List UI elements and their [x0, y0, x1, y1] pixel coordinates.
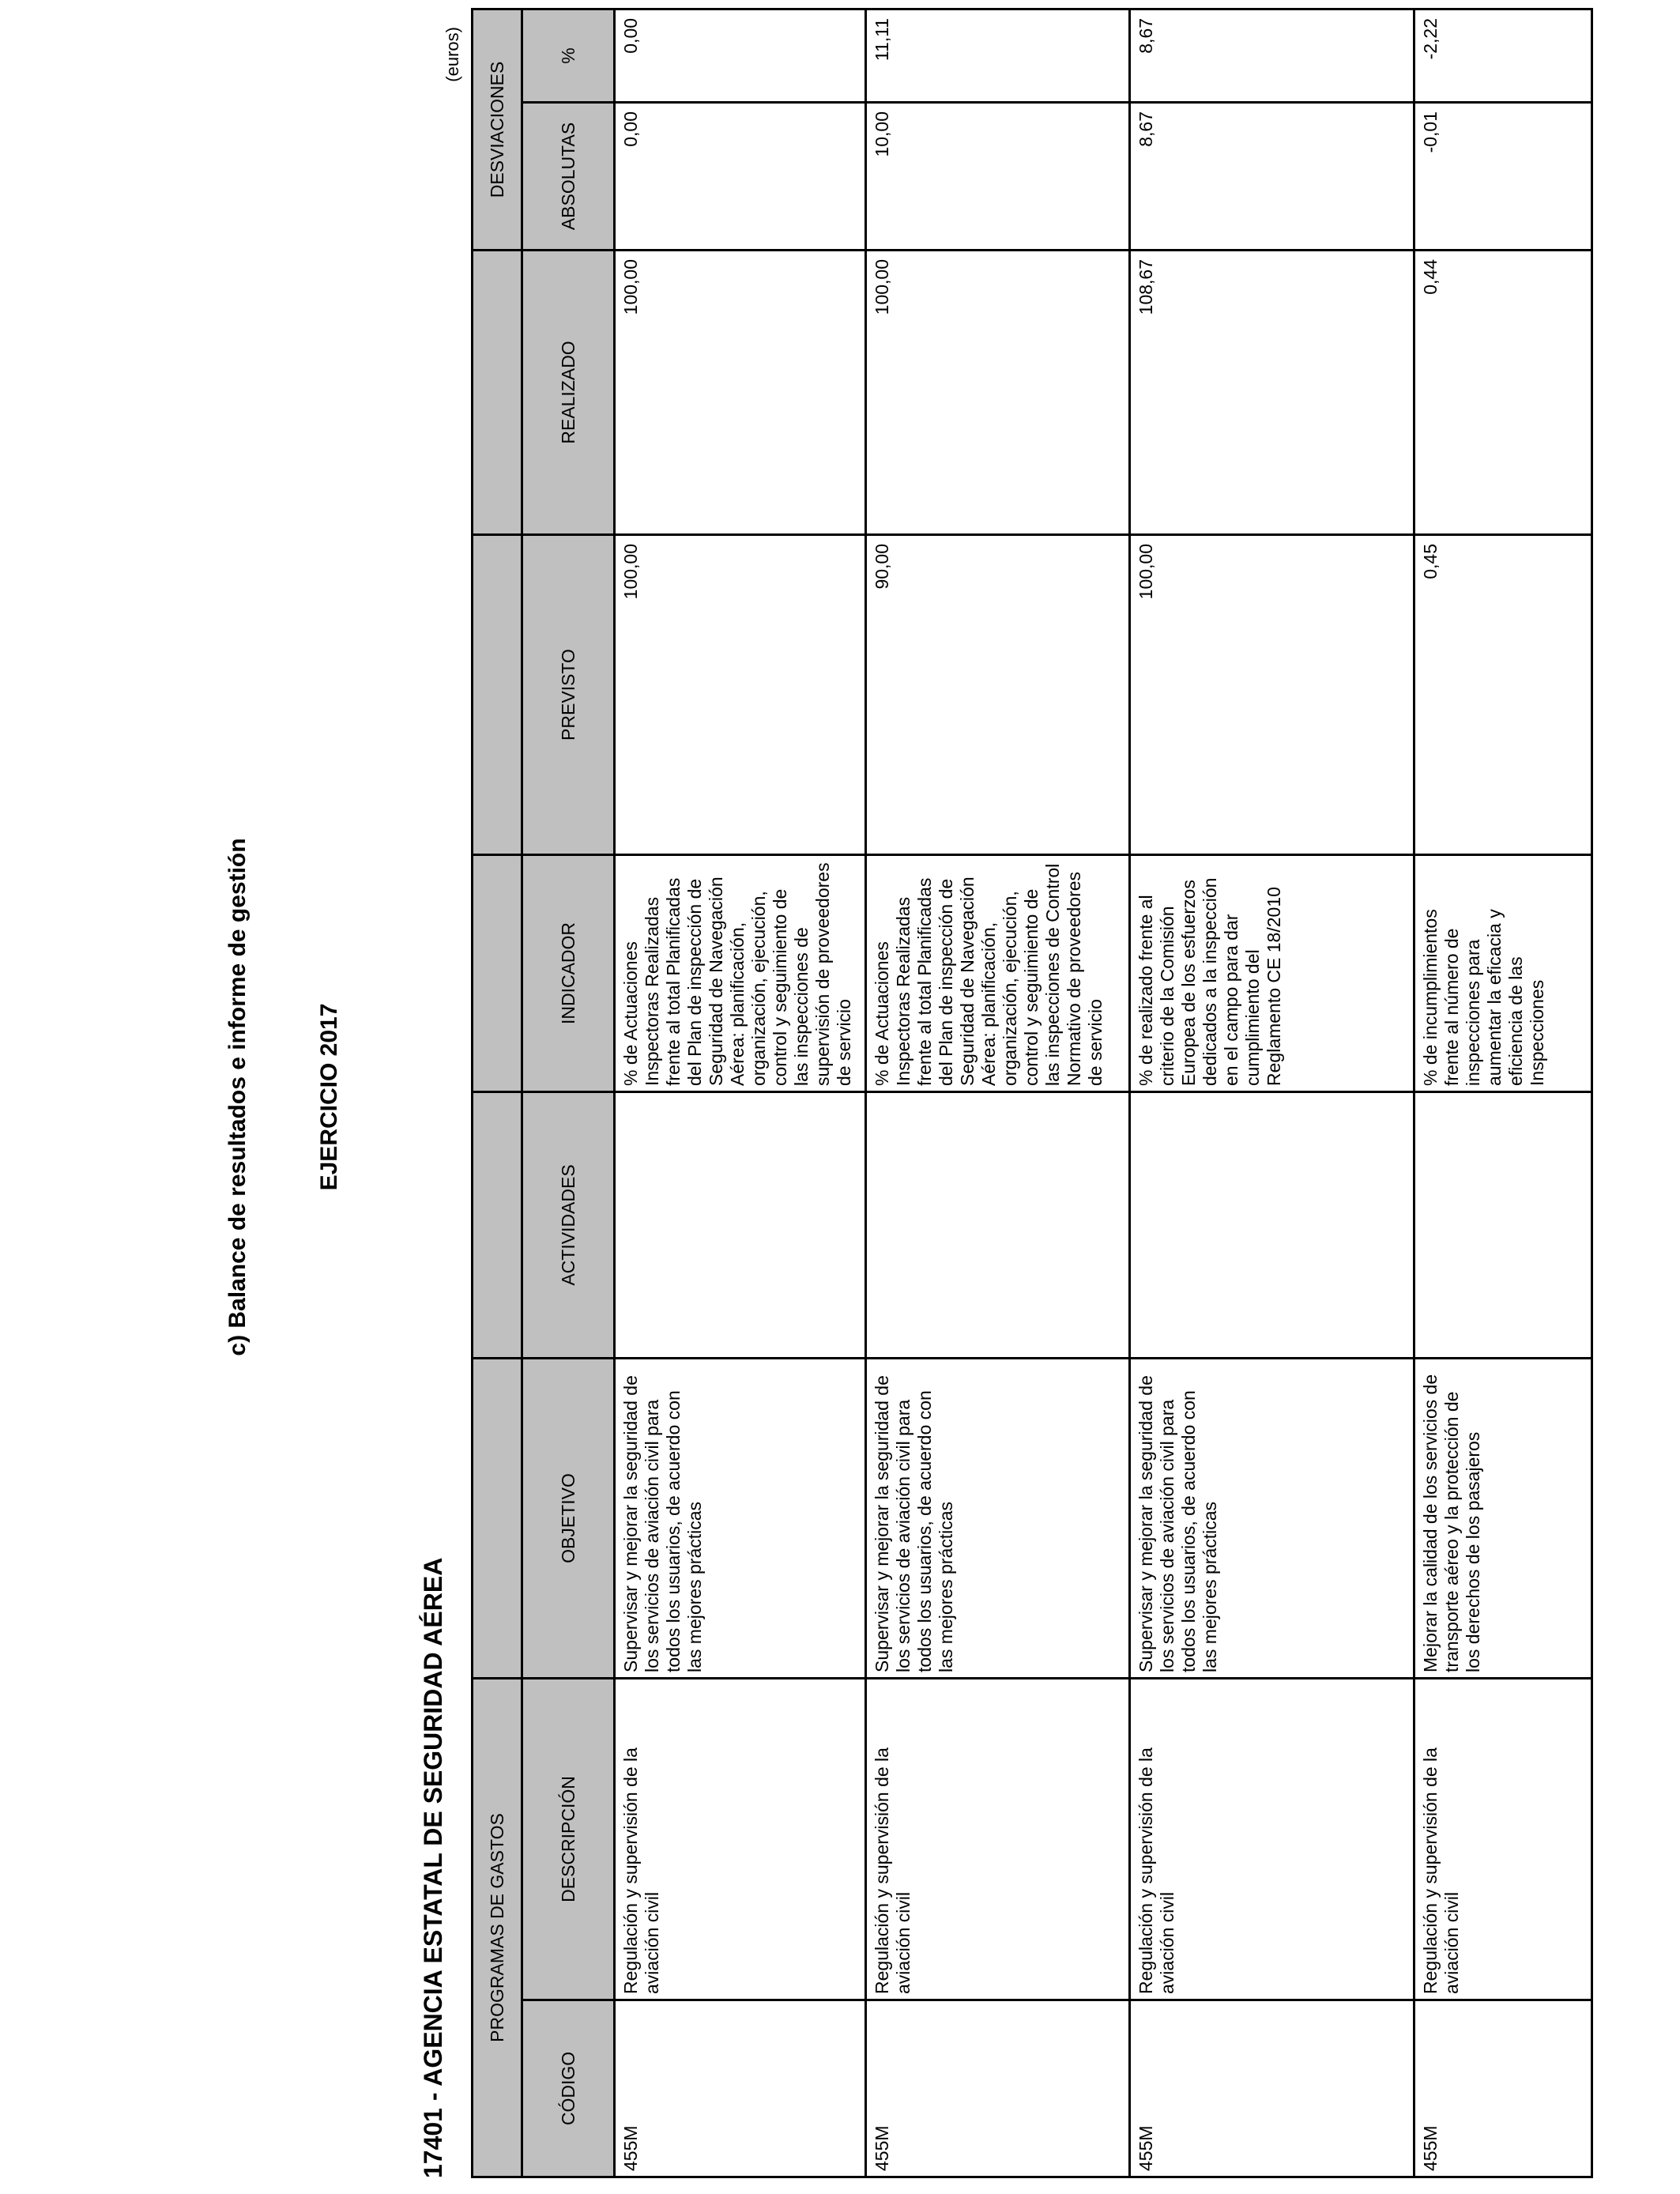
table-row	[1130, 9, 1414, 2177]
header-objetivo: OBJETIVO	[522, 1358, 615, 1678]
header-porcentaje: %	[522, 9, 615, 102]
header-blank-objetivo	[473, 1358, 522, 1678]
cell-actividades	[1414, 1091, 1592, 1358]
agency-title: 17401 - AGENCIA ESTATAL DE SEGURIDAD AÉREA	[419, 1557, 447, 2178]
column-header-row	[522, 9, 615, 2177]
cell-realizado: 108,67	[1130, 250, 1414, 534]
cell-realizado: 0,44	[1414, 250, 1592, 534]
header-previsto: PREVISTO	[522, 534, 615, 854]
header-descripcion: DESCRIPCIÓN	[522, 1678, 615, 2000]
cell-actividades	[615, 1091, 866, 1358]
group-header-row	[473, 9, 522, 2177]
cell-porcentaje: 0,00	[615, 9, 866, 102]
cell-actividades	[1130, 1091, 1414, 1358]
header-blank-indicador	[473, 854, 522, 1091]
cell-realizado: 100,00	[615, 250, 866, 534]
header-blank-previsto	[473, 534, 522, 854]
cell-objetivo: Supervisar y mejorar la seguridad de los servicios de aviación civil para todos los usuarios, de acuerdo con las mejores prácticas	[1130, 1358, 1414, 1678]
cell-descripcion: Regulación y supervisión de la aviación civil	[1130, 1678, 1414, 2000]
cell-objetivo: Mejorar la calidad de los servicios de transporte aéreo y la protección de los derechos de los pasajeros	[1414, 1358, 1592, 1678]
cell-porcentaje: 8,67	[1130, 9, 1414, 102]
table-row	[1414, 9, 1592, 2177]
header-blank-realizado	[473, 250, 522, 534]
cell-codigo: 455M	[866, 2000, 1130, 2177]
cell-previsto: 100,00	[615, 534, 866, 854]
cell-descripcion: Regulación y supervisión de la aviación civil	[866, 1678, 1130, 2000]
cell-previsto: 90,00	[866, 534, 1130, 854]
cell-objetivo: Supervisar y mejorar la seguridad de los servicios de aviación civil para todos los usuarios, de acuerdo con las mejores prácticas	[615, 1358, 866, 1678]
header-programas: PROGRAMAS DE GASTOS	[473, 1678, 522, 2177]
header-indicador: INDICADOR	[522, 854, 615, 1091]
cell-codigo: 455M	[1414, 2000, 1592, 2177]
cell-indicador: % de realizado frente al criterio de la Comisión Europea de los esfuerzos dedicados a la inspección en el campo para dar cumplimiento del Reglamento CE 18/2010	[1130, 854, 1414, 1091]
cell-absolutas: 10,00	[866, 102, 1130, 250]
cell-descripcion: Regulación y supervisión de la aviación civil	[1414, 1678, 1592, 2000]
cell-realizado: 100,00	[866, 250, 1130, 534]
table-row	[866, 9, 1130, 2177]
exercise-title: EJERCICIO 2017	[316, 1003, 342, 1191]
cell-absolutas: 8,67	[1130, 102, 1414, 250]
cell-absolutas: -0,01	[1414, 102, 1592, 250]
cell-codigo: 455M	[1130, 2000, 1414, 2177]
header-blank-actividades	[473, 1091, 522, 1358]
results-table	[471, 8, 1593, 2178]
cell-objetivo: Supervisar y mejorar la seguridad de los servicios de aviación civil para todos los usuarios, de acuerdo con las mejores prácticas	[866, 1358, 1130, 1678]
header-actividades: ACTIVIDADES	[522, 1091, 615, 1358]
header-realizado: REALIZADO	[522, 250, 615, 534]
cell-indicador: % de Actuaciones Inspectoras Realizadas frente al total Planificadas del Plan de inspección de Seguridad de Navegación Aérea: planificación, organización, ejecución, control y seguimiento de las inspecciones de Control Normativo de proveedores de servicio	[866, 854, 1130, 1091]
cell-previsto: 0,45	[1414, 534, 1592, 854]
page-title: c) Balance de resultados e informe de gestión	[224, 838, 250, 1356]
cell-absolutas: 0,00	[615, 102, 866, 250]
cell-descripcion: Regulación y supervisión de la aviación civil	[615, 1678, 866, 2000]
cell-actividades	[866, 1091, 1130, 1358]
header-codigo: CÓDIGO	[522, 2000, 615, 2177]
cell-codigo: 455M	[615, 2000, 866, 2177]
table-row	[615, 9, 866, 2177]
header-desviaciones: DESVIACIONES	[473, 9, 522, 250]
cell-indicador: % de Actuaciones Inspectoras Realizadas frente al total Planificadas del Plan de inspección de Seguridad de Navegación Aérea: planificación, organización, ejecución, control y seguimiento de las inspecciones de supervisión de proveedores de servicio	[615, 854, 866, 1091]
cell-porcentaje: 11,11	[866, 9, 1130, 102]
units-label: (euros)	[443, 27, 462, 82]
cell-previsto: 100,00	[1130, 534, 1414, 854]
cell-porcentaje: -2,22	[1414, 9, 1592, 102]
cell-indicador: % de incumplimientos frente al número de inspecciones para aumentar la eficacia y eficiencia de las Inspecciones	[1414, 854, 1592, 1091]
header-absolutas: ABSOLUTAS	[522, 102, 615, 250]
